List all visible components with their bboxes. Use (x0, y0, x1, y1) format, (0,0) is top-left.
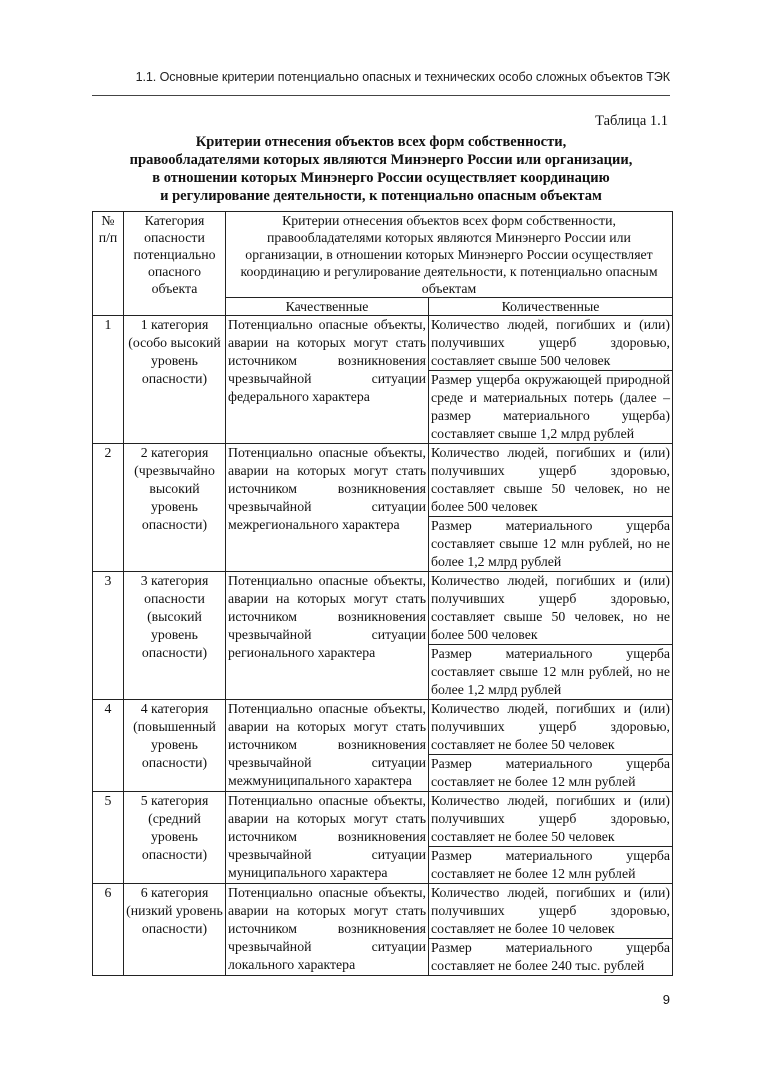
row-qualitative: Потенциально опасные объекты, аварии на которых могут стать источником возникновения чрезвычайной ситуации регионального характера (226, 572, 429, 700)
row-quantitative-people: Количество людей, погибших и (или) получивших ущерб здоровью, составляет свыше 50 человек, но не более 500 человек (429, 444, 673, 517)
row-qualitative: Потенциально опасные объекты, аварии на которых могут стать источником возникновения чрезвычайной ситуации локального характера (226, 884, 429, 976)
row-number: 3 (93, 572, 124, 700)
table-row (93, 884, 673, 939)
row-quantitative-damage: Размер материального ущерба составляет свыше 12 млн рублей, но не более 1,2 млрд рублей (429, 645, 673, 700)
row-category: 6 категория (низкий уровень опасности) (124, 884, 226, 976)
row-category: 4 категория (повышенный уровень опасности) (124, 700, 226, 792)
row-quantitative-damage: Размер материального ущерба составляет не более 12 млн рублей (429, 755, 673, 792)
row-category: 5 категория (средний уровень опасности) (124, 792, 226, 884)
row-quantitative-damage: Размер материального ущерба составляет не более 12 млн рублей (429, 847, 673, 884)
table-row (93, 316, 673, 371)
table-title-line: Критерии отнесения объектов всех форм собственности, (195, 134, 567, 150)
row-quantitative-people: Количество людей, погибших и (или) получивших ущерб здоровью, составляет свыше 500 человек (429, 316, 673, 371)
header-num: № п/п (93, 212, 124, 316)
table-row (93, 700, 673, 755)
row-qualitative: Потенциально опасные объекты, аварии на которых могут стать источником возникновения чрезвычайной ситуации муниципального характера (226, 792, 429, 884)
table-title-line: правообладателями которых являются Минэнерго России или организации, (129, 152, 633, 168)
row-qualitative: Потенциально опасные объекты, аварии на которых могут стать источником возникновения чрезвычайной ситуации федерального характера (226, 316, 429, 444)
row-number: 5 (93, 792, 124, 884)
row-quantitative-damage: Размер материального ущерба составляет свыше 12 млн рублей, но не более 1,2 млрд рублей (429, 517, 673, 572)
table-title-line: и регулирование деятельности, к потенциально опасным объектам (160, 188, 602, 204)
table-label: Таблица 1.1 (595, 113, 668, 129)
table-row (93, 572, 673, 645)
row-quantitative-damage: Размер материального ущерба составляет не более 240 тыс. рублей (429, 939, 673, 976)
row-qualitative: Потенциально опасные объекты, аварии на которых могут стать источником возникновения чрезвычайной ситуации межмуниципального характера (226, 700, 429, 792)
row-qualitative: Потенциально опасные объекты, аварии на которых могут стать источником возникновения чрезвычайной ситуации межрегионального характера (226, 444, 429, 572)
row-quantitative-people: Количество людей, погибших и (или) получивших ущерб здоровью, составляет не более 10 человек (429, 884, 673, 939)
row-category: 3 категория опасности (высокий уровень опасности) (124, 572, 226, 700)
row-category: 1 категория (особо высокий уровень опасности) (124, 316, 226, 444)
row-number: 2 (93, 444, 124, 572)
table-title (92, 133, 670, 205)
row-quantitative-people: Количество людей, погибших и (или) получивших ущерб здоровью, составляет не более 50 человек (429, 792, 673, 847)
table-title-line: в отношении которых Минэнерго России осуществляет координацию (152, 170, 610, 186)
header-category: Категория опасности потенциально опасного объекта (124, 212, 226, 316)
row-quantitative-people: Количество людей, погибших и (или) получивших ущерб здоровью, составляет не более 50 человек (429, 700, 673, 755)
running-header: 1.1. Основные критерии потенциально опасных и технических особо сложных объектов ТЭК (135, 70, 670, 84)
header-rule (92, 95, 670, 96)
row-number: 1 (93, 316, 124, 444)
table-row (93, 444, 673, 517)
page-number: 9 (662, 992, 670, 1007)
header-qualitative: Качественные (226, 298, 429, 316)
row-number: 6 (93, 884, 124, 976)
table-header-row (93, 212, 673, 298)
row-quantitative-damage: Размер ущерба окружающей природной среде и материальных потерь (далее – размер материального ущерба) составляет свыше 1,2 млрд рублей (429, 371, 673, 444)
criteria-table (92, 211, 673, 976)
table-row (93, 792, 673, 847)
row-category: 2 категория (чрезвычайно высокий уровень опасности) (124, 444, 226, 572)
header-quantitative: Количественные (429, 298, 673, 316)
header-criteria: Критерии отнесения объектов всех форм собственности, правообладателями которых являются Минэнерго России или организации, в отношении которых Минэнерго России осуществляет координацию и регулирование деятельности, к потенциально опасным объектам (226, 212, 673, 298)
row-quantitative-people: Количество людей, погибших и (или) получивших ущерб здоровью, составляет свыше 50 человек, но не более 500 человек (429, 572, 673, 645)
row-number: 4 (93, 700, 124, 792)
